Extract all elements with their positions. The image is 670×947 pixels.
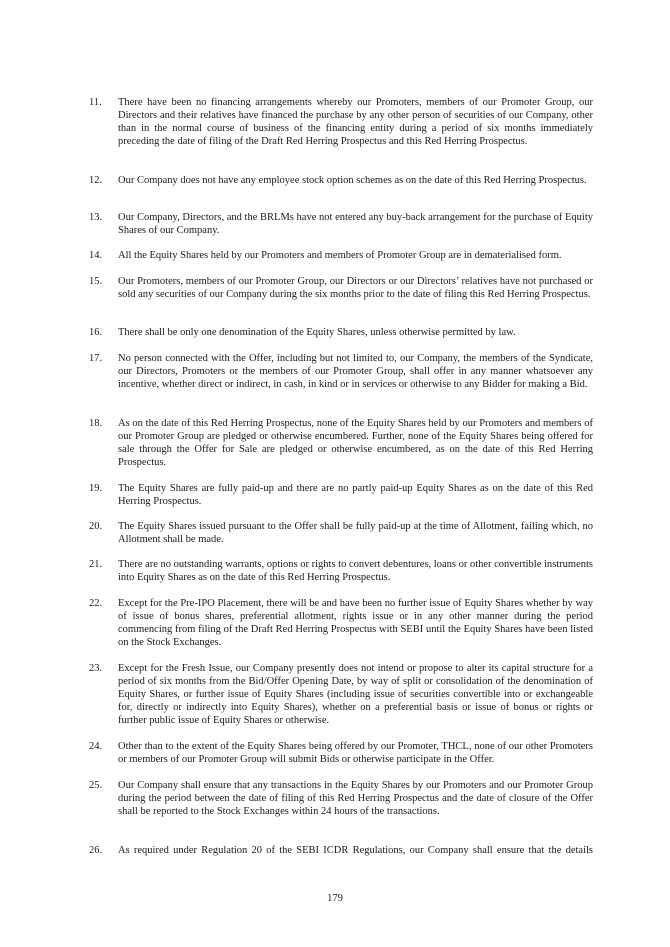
item-number: 14. <box>89 250 103 261</box>
item-text: Our Company, Directors, and the BRLMs have not entered any buy-back arrangement for the purchase of Equity Shares of our Company. <box>118 212 593 236</box>
item-number: 23. <box>89 663 103 674</box>
item-text: The Equity Shares are fully paid-up and there are no partly paid-up Equity Shares as on the date of this Red Herring Prospectus. <box>118 483 593 507</box>
item-number: 19. <box>89 483 103 494</box>
item-number: 20. <box>89 521 103 532</box>
item-number: 22. <box>89 598 103 609</box>
item-text: Our Company shall ensure that any transactions in the Equity Shares by our Promoters and our Promoter Group during the period between the date of filing of this Red Herring Prospectus and the date of closure of the Offer shall be reported to the Stock Exchanges within 24 hours of the transactions. <box>118 780 593 817</box>
item-number: 11. <box>89 97 102 108</box>
item-number: 16. <box>89 327 103 338</box>
item-text: The Equity Shares issued pursuant to the Offer shall be fully paid-up at the time of Allotment, failing which, no Allotment shall be made. <box>118 521 593 545</box>
item-text: Other than to the extent of the Equity Shares being offered by our Promoter, THCL, none of our other Promoters or members of our Promoter Group will submit Bids or otherwise participate in the Offer. <box>118 741 593 765</box>
item-text: There have been no financing arrangements whereby our Promoters, members of our Promoter Group, our Directors and their relatives have financed the purchase by any other person of securities of our Company, other than in the normal course of business of the financing entity during a period of six months immediately preceding the date of filing of the Draft Red Herring Prospectus and this Red Herring Prospectus. <box>118 97 593 147</box>
item-text: There shall be only one denomination of the Equity Shares, unless otherwise permitted by law. <box>118 327 516 338</box>
item-text: All the Equity Shares held by our Promoters and members of Promoter Group are in dematerialised form. <box>118 250 562 261</box>
page-number: 179 <box>327 893 343 904</box>
item-number: 13. <box>89 212 103 223</box>
item-number: 25. <box>89 780 103 791</box>
item-text: Except for the Pre-IPO Placement, there will be and have been no further issue of Equity Shares whether by way of issue of bonus shares, preferential allotment, rights issue or in any other manner during the period commencing from filing of the Draft Red Herring Prospectus with SEBI until the Equity Shares have been listed on the Stock Exchanges. <box>118 598 593 648</box>
item-number: 17. <box>89 353 103 364</box>
item-number: 26. <box>89 845 103 856</box>
item-number: 21. <box>89 559 103 570</box>
item-text: No person connected with the Offer, including but not limited to, our Company, the members of the Syndicate, our Directors, Promoters or the members of our Promoter Group, shall offer in any manner whatsoever any incentive, whether direct or indirect, in cash, in kind or in services or otherwise to any Bidder for making a Bid. <box>118 353 593 390</box>
item-number: 15. <box>89 276 103 287</box>
item-text: Except for the Fresh Issue, our Company presently does not intend or propose to alter its capital structure for a period of six months from the Bid/Offer Opening Date, by way of split or consolidation of the denomination of Equity Shares, or further issue of Equity Shares (including issue of securities convertible into or exchangeable for, directly or indirectly into Equity Shares), whether on a preferential basis or issue of bonus or rights or further public issue of Equity Shares or otherwise. <box>118 663 593 726</box>
item-number: 24. <box>89 741 103 752</box>
item-number: 18. <box>89 418 103 429</box>
item-text: There are no outstanding warrants, options or rights to convert debentures, loans or other convertible instruments into Equity Shares as on the date of this Red Herring Prospectus. <box>118 559 594 583</box>
item-number: 12. <box>89 175 103 186</box>
item-text: Our Promoters, members of our Promoter Group, our Directors or our Directors’ relatives have not purchased or sold any securities of our Company during the six months prior to the date of filing this Red Herring Prospectus. <box>118 276 593 300</box>
item-text: As on the date of this Red Herring Prospectus, none of the Equity Shares held by our Promoters and members of our Promoter Group are pledged or otherwise encumbered. Further, none of the Equity Shares being offered for sale through the Offer for Sale are pledged or otherwise encumbered, as on the date of this Red Herring Prospectus. <box>118 418 593 468</box>
item-text: As required under Regulation 20 of the SEBI ICDR Regulations, our Company shall ensure that the details <box>118 845 593 856</box>
item-text: Our Company does not have any employee stock option schemes as on the date of this Red Herring Prospectus. <box>118 175 587 186</box>
